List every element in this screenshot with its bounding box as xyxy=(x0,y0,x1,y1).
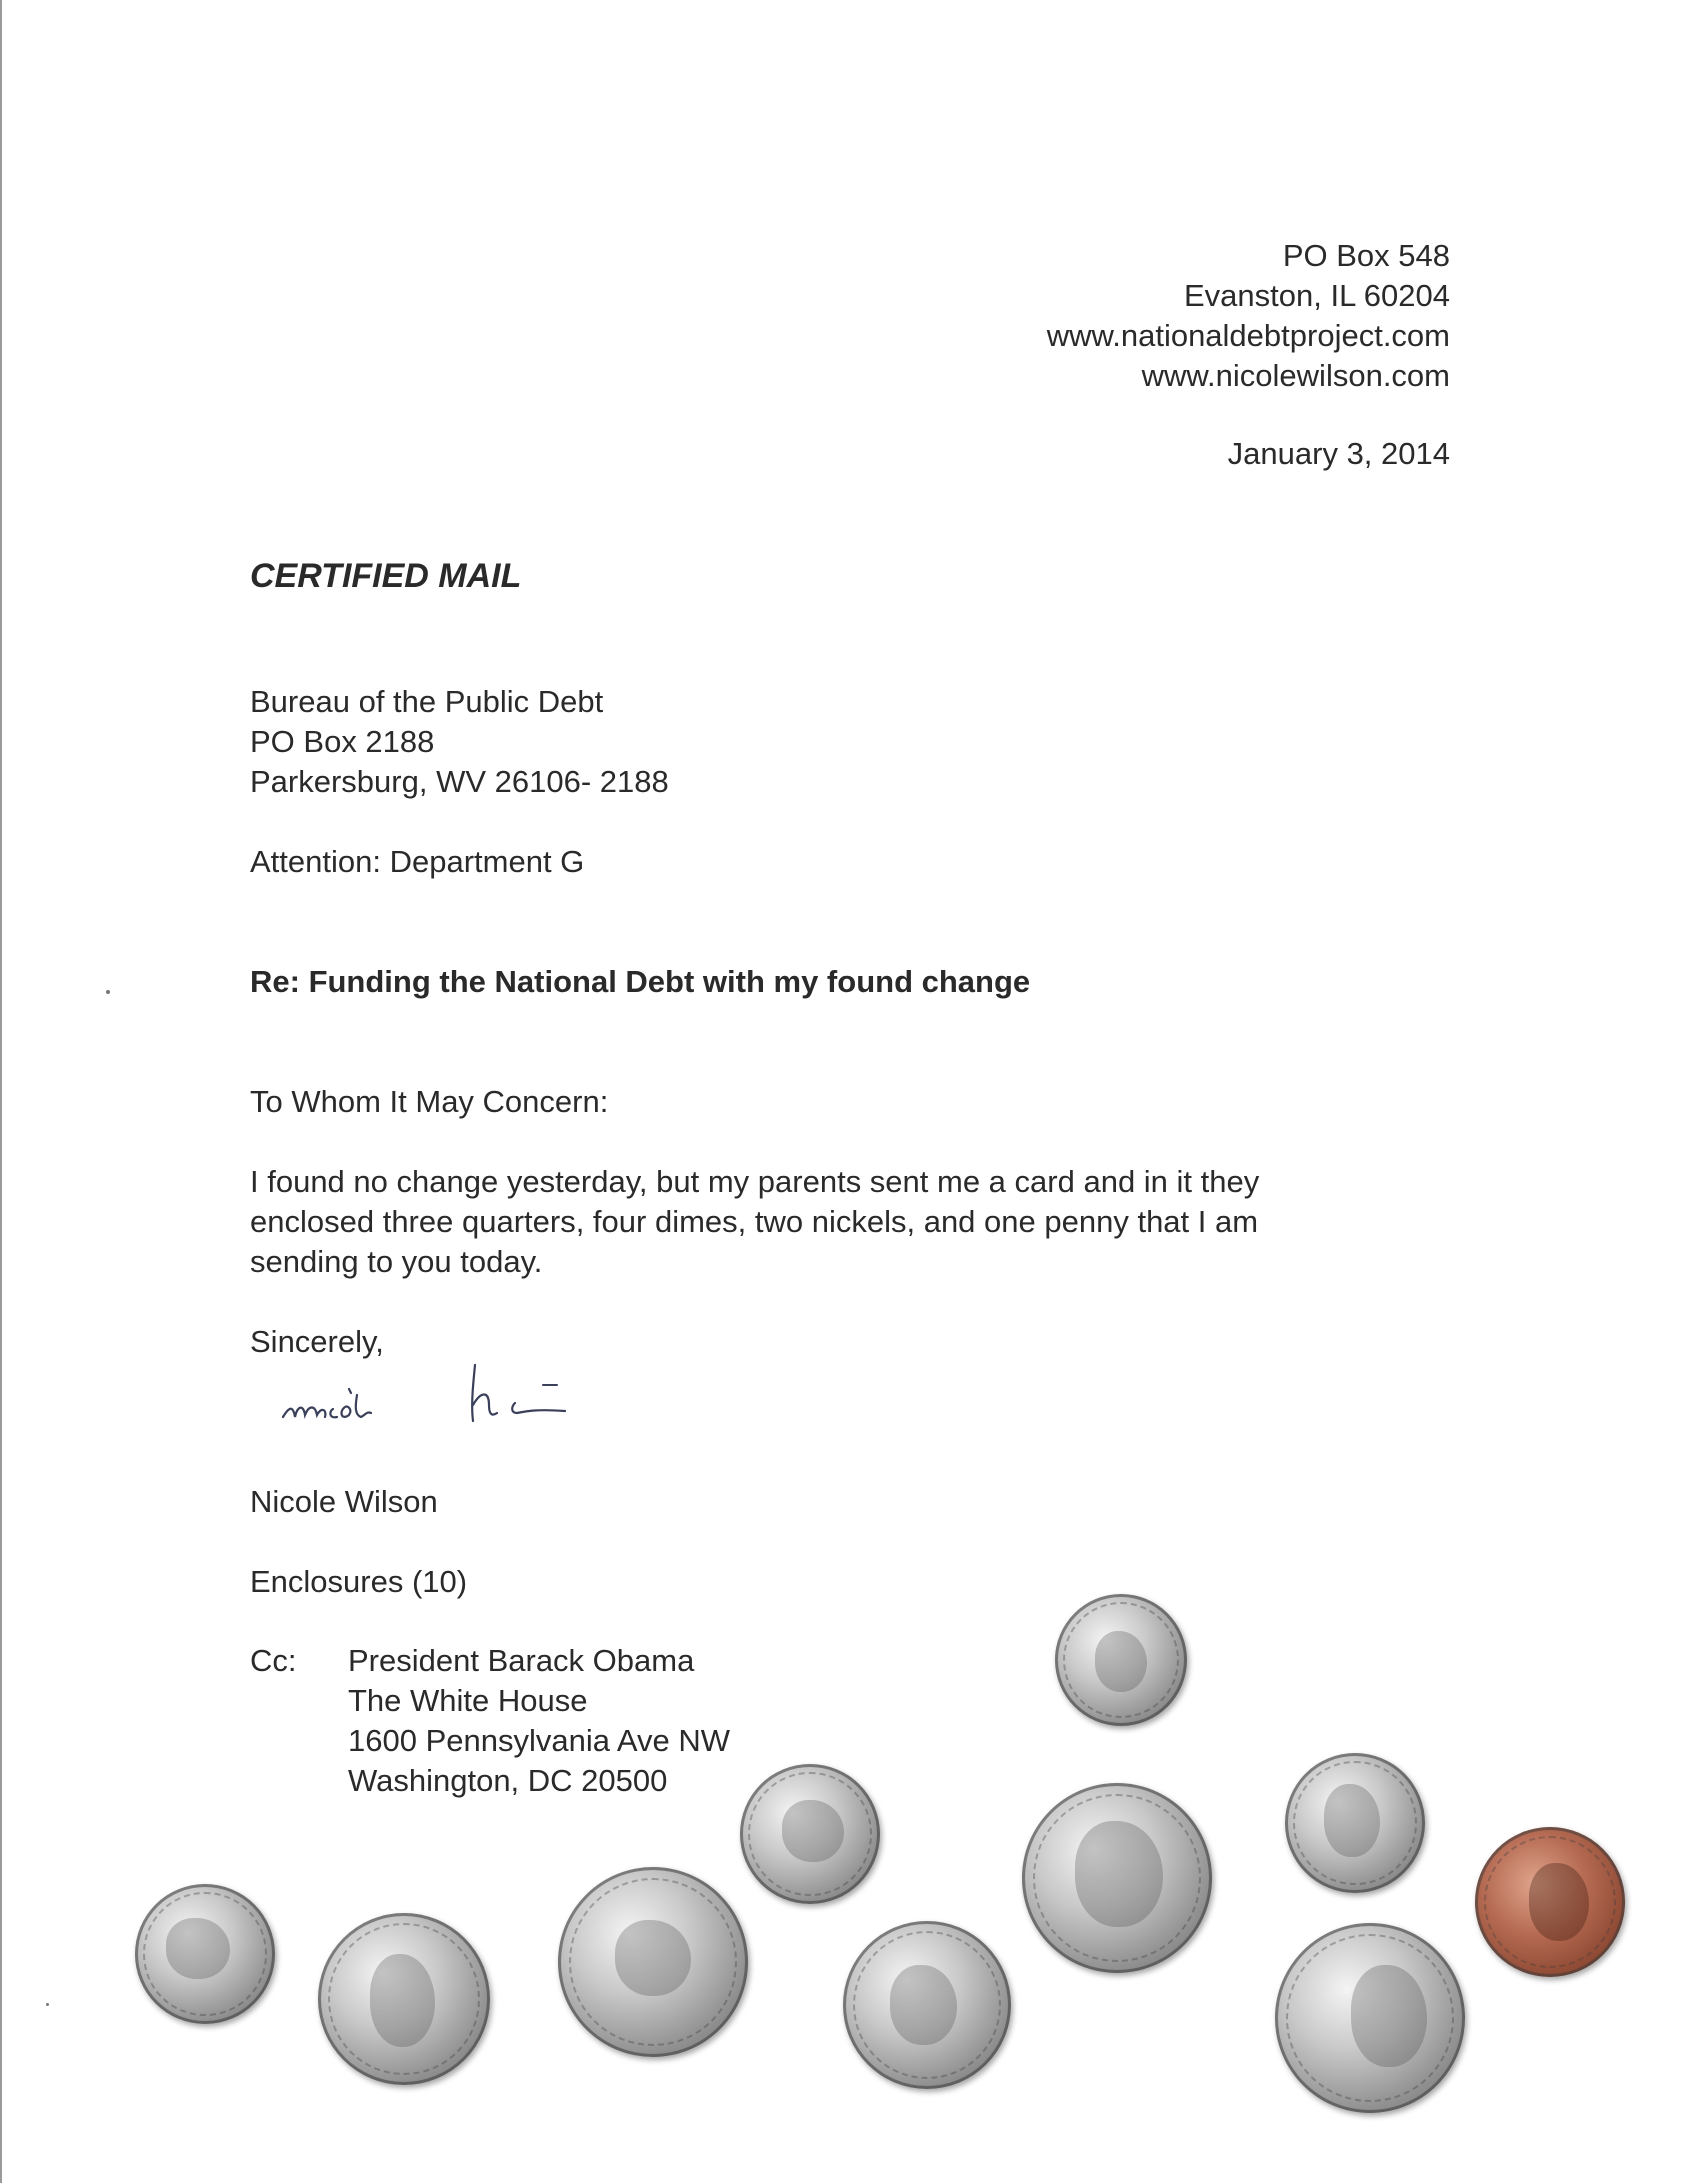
subject-line: Re: Funding the National Debt with my found change xyxy=(250,964,1031,999)
scan-speck xyxy=(46,2003,49,2006)
nickel-coin xyxy=(318,1913,490,2085)
certified-mail-heading: CERTIFIED MAIL xyxy=(250,557,522,595)
cc-line-2: The White House xyxy=(348,1683,588,1718)
nickel-coin xyxy=(843,1921,1011,2089)
dime-coin xyxy=(1055,1594,1187,1726)
attention-line: Attention: Department G xyxy=(250,844,585,879)
letter-date: January 3, 2014 xyxy=(1227,436,1450,471)
quarter-coin xyxy=(1275,1923,1465,2113)
body-line-3: sending to you today. xyxy=(250,1244,543,1279)
scan-page-edge xyxy=(0,0,2,2183)
dime-coin xyxy=(135,1884,275,2024)
sender-website-2: www.nicolewilson.com xyxy=(1141,358,1450,393)
closing: Sincerely, xyxy=(250,1324,384,1359)
scan-speck xyxy=(106,990,110,994)
enclosures-line: Enclosures (10) xyxy=(250,1564,468,1599)
sender-po-box: PO Box 548 xyxy=(1282,238,1450,273)
penny-coin xyxy=(1475,1827,1625,1977)
cc-line-1: President Barack Obama xyxy=(348,1643,695,1678)
cc-line-3: 1600 Pennsylvania Ave NW xyxy=(348,1723,730,1758)
recipient-name: Bureau of the Public Debt xyxy=(250,684,604,719)
body-line-1: I found no change yesterday, but my parents sent me a card and in it they xyxy=(250,1164,1260,1199)
salutation: To Whom It May Concern: xyxy=(250,1084,609,1119)
sender-address xyxy=(1047,236,1450,396)
quarter-coin xyxy=(1022,1783,1212,1973)
signer-name: Nicole Wilson xyxy=(250,1484,438,1519)
cc-recipient xyxy=(348,1641,730,1801)
dime-coin xyxy=(740,1764,880,1904)
cc-label: Cc: xyxy=(250,1643,297,1678)
handwritten-signature xyxy=(275,1355,635,1435)
cc-line-4: Washington, DC 20500 xyxy=(348,1763,668,1798)
quarter-coin xyxy=(558,1867,748,2057)
sender-city-state-zip: Evanston, IL 60204 xyxy=(1184,278,1450,313)
sender-website-1: www.nationaldebtproject.com xyxy=(1046,318,1450,353)
recipient-city-state-zip: Parkersburg, WV 26106- 2188 xyxy=(250,764,669,799)
dime-coin xyxy=(1285,1753,1425,1893)
recipient-po-box: PO Box 2188 xyxy=(250,724,435,759)
body-line-2: enclosed three quarters, four dimes, two nickels, and one penny that I am xyxy=(250,1204,1259,1239)
